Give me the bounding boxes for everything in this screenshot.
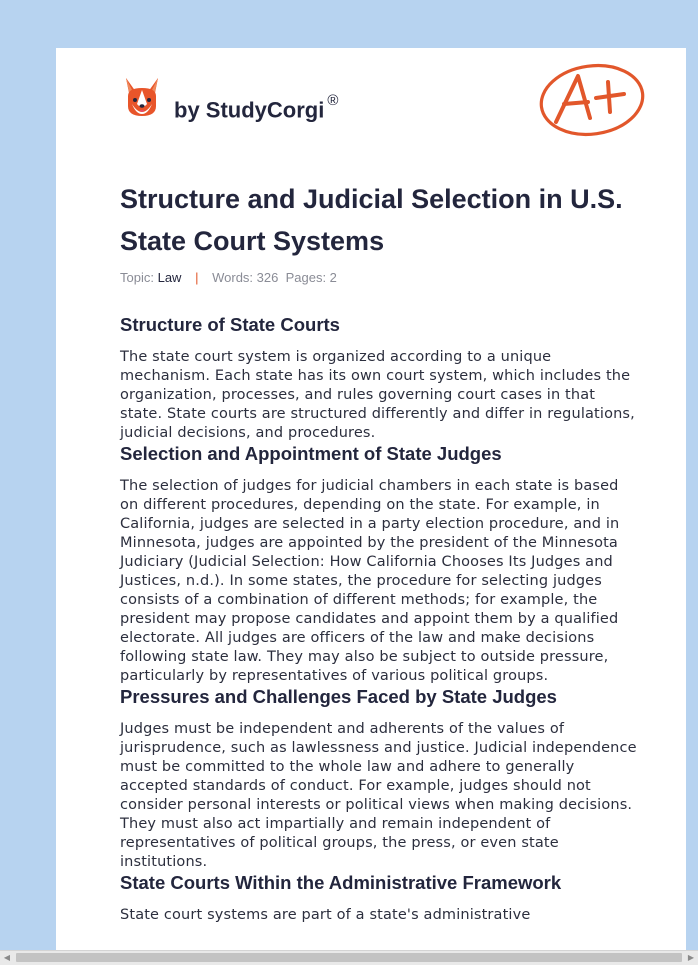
registered-mark: ® — [327, 92, 339, 109]
meta-separator: | — [195, 270, 199, 285]
scroll-left-icon[interactable]: ◀ — [3, 953, 11, 962]
horizontal-scrollbar[interactable] — [0, 950, 698, 965]
scrollbar-thumb[interactable] — [16, 953, 682, 962]
brand-name[interactable] — [174, 92, 339, 123]
document-body — [120, 314, 640, 925]
brand-label: by StudyCorgi — [174, 97, 325, 123]
document-page — [56, 48, 686, 952]
section-paragraph: State court systems are part of a state's administrative — [120, 907, 531, 923]
section-heading: State Courts Within the Administrative Framework — [120, 872, 562, 893]
section-paragraph: The selection of judges for judicial chambers in each state is based on different procedures, depending on the state. For example, in California, judges are selected in a party election procedure, and in Minnesota, judges are appointed by the president of the Minnesota Judiciary (Judicial Selection: How California Chooses Its Judges and Justices, n.d.). In some states, the procedure for selecting judges consists of a combination of different methods; for example, the president may propose candidates and appoint them by a qualified electorate. All judges are officers of the law and make decisions following state law. They may also be subject to outside pressure, particularly by representatives of various political groups. — [120, 478, 620, 684]
section-heading: Pressures and Challenges Faced by State Judges — [120, 686, 557, 707]
page-count: Pages: 2 — [285, 270, 337, 285]
document-title: Structure and Judicial Selection in U.S. State Court Systems — [120, 184, 623, 256]
corgi-logo-icon — [122, 76, 162, 120]
section-heading: Structure of State Courts — [120, 314, 340, 335]
section-paragraph: Judges must be independent and adherents of the values of jurisprudence, such as lawlessness and justice. Judicial independence must be committed to the whole law and adhere to generally accepted standards of conduct. For example, judges should not consider personal interests or political views when making decisions. They must also act impartially and remain independent of representatives of political groups, the press, or even state institutions. — [120, 721, 637, 870]
section-paragraph: The state court system is organized according to a unique mechanism. Each state has its own court system, which includes the organization, processes, and rules governing court cases in that state. State courts are structured differently and differ in regulations, judicial decisions, and procedures. — [120, 349, 635, 441]
word-count: Words: 326 — [212, 270, 279, 285]
grade-a-plus-icon — [538, 60, 648, 138]
section-heading: Selection and Appointment of State Judges — [120, 443, 502, 464]
topic-label: Topic: — [120, 270, 154, 285]
document-meta — [120, 270, 337, 285]
topic-link[interactable]: Law — [157, 270, 182, 285]
scroll-right-icon[interactable]: ▶ — [687, 953, 695, 962]
